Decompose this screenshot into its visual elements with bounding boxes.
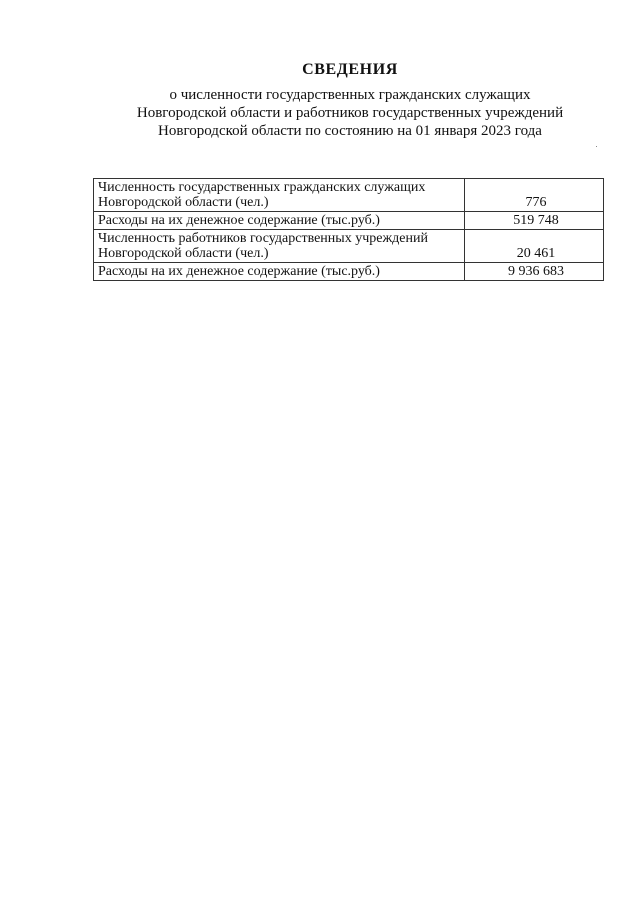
row-label bbox=[94, 179, 465, 212]
statistics-table bbox=[93, 178, 604, 281]
row-value: 20 461 bbox=[465, 230, 604, 263]
scan-speck bbox=[596, 146, 597, 147]
row-value: 9 936 683 bbox=[465, 263, 604, 281]
document-subtitle bbox=[0, 86, 640, 140]
row-label bbox=[94, 230, 465, 263]
table-row-institution-workers-count bbox=[94, 230, 604, 263]
document-heading: СВЕДЕНИЯ bbox=[302, 61, 398, 78]
row-label-line: Новгородской области (чел.) bbox=[98, 195, 269, 210]
row-label-line: Расходы на их денежное содержание (тыс.руб.) bbox=[98, 264, 380, 279]
row-label-line: Расходы на их денежное содержание (тыс.руб.) bbox=[98, 213, 380, 228]
row-value: 519 748 bbox=[465, 212, 604, 230]
row-label bbox=[94, 212, 465, 230]
row-label bbox=[94, 263, 465, 281]
row-label-line: Новгородской области (чел.) bbox=[98, 246, 269, 261]
subtitle-line: Новгородской области и работников государственных учреждений bbox=[136, 105, 564, 121]
subtitle-line: Новгородской области по состоянию на 01 января 2023 года bbox=[158, 123, 542, 139]
table-row-civil-servants-expenses bbox=[94, 212, 604, 230]
table-row-civil-servants-count bbox=[94, 179, 604, 212]
subtitle-line: о численности государственных гражданских служащих bbox=[169, 87, 531, 103]
row-label-line: Численность государственных гражданских служащих bbox=[98, 180, 426, 195]
row-label-line: Численность работников государственных учреждений bbox=[98, 231, 428, 246]
row-value: 776 bbox=[465, 179, 604, 212]
table-row-institution-workers-expenses bbox=[94, 263, 604, 281]
